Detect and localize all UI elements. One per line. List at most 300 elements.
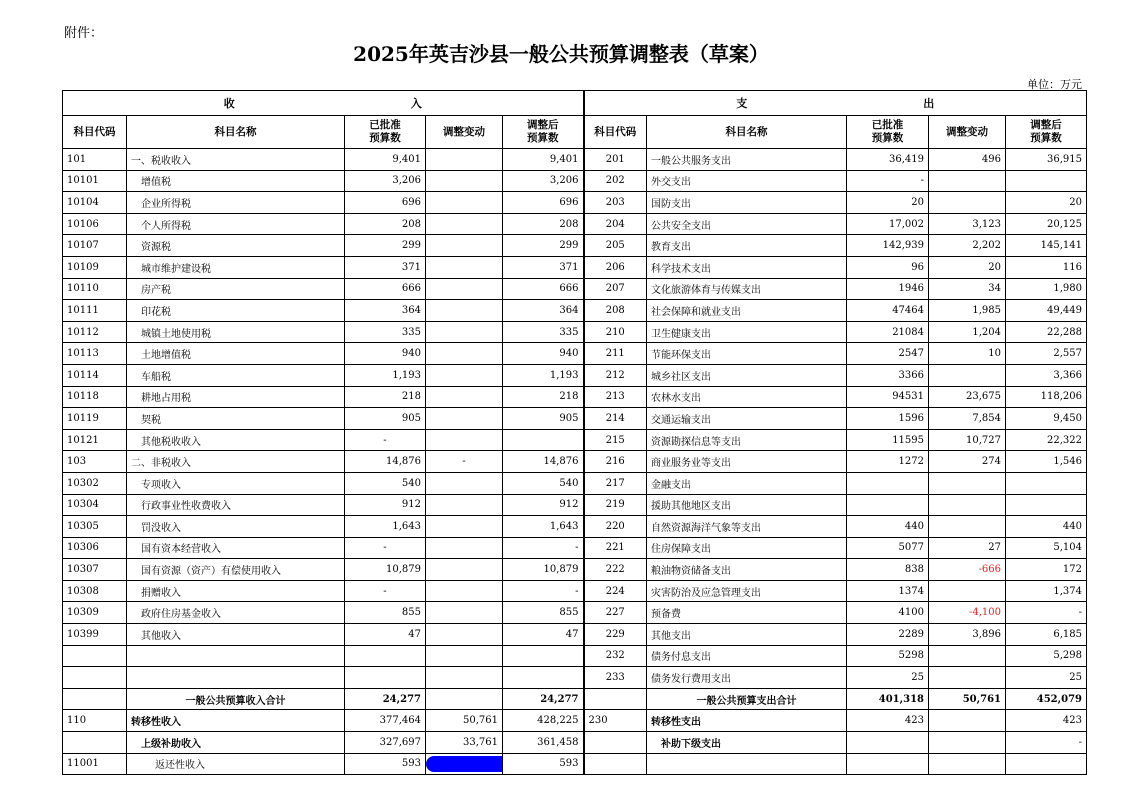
table-row — [63, 408, 1087, 430]
income-change-header: 调整变动 — [426, 116, 503, 149]
expense-name: 科学技术支出 — [647, 256, 847, 278]
income-code — [63, 667, 127, 689]
expense-adjusted: 2,557 — [1006, 343, 1087, 365]
expense-name: 交通运输支出 — [647, 408, 847, 430]
expense-name: 农林水支出 — [647, 386, 847, 408]
expense-change-header: 调整变动 — [929, 116, 1006, 149]
income-approved: 299 — [345, 235, 426, 257]
expense-approved-header: 已批准 预算数 — [847, 116, 929, 149]
expense-name: 一般公共服务支出 — [647, 149, 847, 171]
rebate-income-name: 返还性收入 — [127, 753, 345, 775]
expense-adjusted: 20 — [1006, 192, 1087, 214]
expense-total-approved: 401,318 — [847, 688, 929, 710]
rebate-income-adjusted: 593 — [503, 753, 584, 775]
rebate-expense-adjusted — [1006, 753, 1087, 775]
income-name: 城市维护建设税 — [127, 256, 345, 278]
expense-adjusted: 440 — [1006, 516, 1087, 538]
expense-change: 496 — [929, 149, 1006, 171]
income-approved — [345, 645, 426, 667]
transfer-expense-name: 转移性支出 — [647, 710, 847, 732]
income-code: 10110 — [63, 278, 127, 300]
expense-adjusted — [1006, 472, 1087, 494]
expense-adjusted-header: 调整后 预算数 — [1006, 116, 1087, 149]
table-row — [63, 256, 1087, 278]
income-approved: 335 — [345, 321, 426, 343]
table-footer — [63, 688, 1087, 774]
expense-adjusted: 145,141 — [1006, 235, 1087, 257]
expense-name: 节能环保支出 — [647, 343, 847, 365]
redaction-highlight — [426, 756, 503, 772]
income-name: 罚没收入 — [127, 516, 345, 538]
expense-code: 220 — [584, 516, 647, 538]
expense-code: 212 — [584, 364, 647, 386]
expense-approved: 440 — [847, 516, 929, 538]
table-body — [63, 149, 1087, 689]
income-change — [426, 645, 503, 667]
income-code: 10118 — [63, 386, 127, 408]
table-row — [63, 321, 1087, 343]
income-change — [426, 580, 503, 602]
income-change — [426, 170, 503, 192]
expense-change: 10 — [929, 343, 1006, 365]
income-change — [426, 624, 503, 646]
expense-approved: 142,939 — [847, 235, 929, 257]
subsidy-income-adjusted: 361,458 — [503, 732, 584, 754]
income-code: 103 — [63, 451, 127, 473]
income-name: 车船税 — [127, 364, 345, 386]
transfer-expense-approved: 423 — [847, 710, 929, 732]
income-approved: 940 — [345, 343, 426, 365]
income-total-adjusted: 24,277 — [503, 688, 584, 710]
expense-change: -4,100 — [929, 602, 1006, 624]
transfer-income-code: 110 — [63, 710, 127, 732]
expense-adjusted — [1006, 494, 1087, 516]
expense-change — [929, 472, 1006, 494]
expense-adjusted: 6,185 — [1006, 624, 1087, 646]
expense-name: 教育支出 — [647, 235, 847, 257]
income-code: 10112 — [63, 321, 127, 343]
expense-approved: 94531 — [847, 386, 929, 408]
expense-adjusted: 22,322 — [1006, 429, 1087, 451]
expense-approved: - — [847, 170, 929, 192]
expense-approved: 96 — [847, 256, 929, 278]
income-name: 印花税 — [127, 300, 345, 322]
income-code-header: 科目代码 — [63, 116, 127, 149]
income-adjusted: 540 — [503, 472, 584, 494]
income-adjusted: 1,643 — [503, 516, 584, 538]
expense-change: 34 — [929, 278, 1006, 300]
subsidy-expense-name: 补助下级支出 — [647, 732, 847, 754]
expense-adjusted: 20,125 — [1006, 213, 1087, 235]
income-name: 城镇土地使用税 — [127, 321, 345, 343]
expense-approved: 21084 — [847, 321, 929, 343]
expense-name: 债务发行费用支出 — [647, 667, 847, 689]
expense-code-header: 科目代码 — [584, 116, 647, 149]
income-section-header: 收 入 — [63, 91, 584, 116]
income-code — [63, 645, 127, 667]
income-approved-header: 已批准 预算数 — [345, 116, 426, 149]
rebate-income-change — [426, 753, 503, 775]
expense-adjusted — [1006, 170, 1087, 192]
subsidy-income-change: 33,761 — [426, 732, 503, 754]
table-row — [63, 602, 1087, 624]
income-name: 土地增值税 — [127, 343, 345, 365]
income-approved: 10,879 — [345, 559, 426, 581]
expense-name: 国防支出 — [647, 192, 847, 214]
expense-approved: 20 — [847, 192, 929, 214]
income-code: 10101 — [63, 170, 127, 192]
table-row — [63, 300, 1087, 322]
rebate-expense-approved — [847, 753, 929, 775]
income-name: 一、税收收入 — [127, 149, 345, 171]
income-adjusted — [503, 667, 584, 689]
income-change — [426, 602, 503, 624]
subsidy-income-approved: 327,697 — [345, 732, 426, 754]
expense-change: 10,727 — [929, 429, 1006, 451]
income-change — [426, 494, 503, 516]
expense-approved: 36,419 — [847, 149, 929, 171]
income-change — [426, 559, 503, 581]
expense-code: 216 — [584, 451, 647, 473]
income-name-header: 科目名称 — [127, 116, 345, 149]
income-change — [426, 256, 503, 278]
expense-approved: 1946 — [847, 278, 929, 300]
expense-name-header: 科目名称 — [647, 116, 847, 149]
income-code: 10307 — [63, 559, 127, 581]
expense-change: 27 — [929, 537, 1006, 559]
table-row — [63, 149, 1087, 171]
income-name: 个人所得税 — [127, 213, 345, 235]
income-approved: 540 — [345, 472, 426, 494]
rebate-row — [63, 753, 1087, 775]
income-adjusted — [503, 645, 584, 667]
expense-section-header: 支 出 — [584, 91, 1087, 116]
expense-adjusted: 118,206 — [1006, 386, 1087, 408]
expense-code: 227 — [584, 602, 647, 624]
income-approved: 14,876 — [345, 451, 426, 473]
income-approved: 364 — [345, 300, 426, 322]
expense-adjusted: 3,366 — [1006, 364, 1087, 386]
table-row — [63, 429, 1087, 451]
income-adjusted — [503, 429, 584, 451]
table-row — [63, 278, 1087, 300]
income-approved — [345, 667, 426, 689]
expense-approved: 5077 — [847, 537, 929, 559]
expense-change: 7,854 — [929, 408, 1006, 430]
expense-approved: 47464 — [847, 300, 929, 322]
expense-code: 208 — [584, 300, 647, 322]
transfer-income-name: 转移性收入 — [127, 710, 345, 732]
income-adjusted: 9,401 — [503, 149, 584, 171]
page-title: 2025年英吉沙县一般公共预算调整表（草案） — [353, 42, 769, 66]
expense-change — [929, 192, 1006, 214]
expense-change: 23,675 — [929, 386, 1006, 408]
expense-name: 外交支出 — [647, 170, 847, 192]
expense-code: 219 — [584, 494, 647, 516]
expense-code: 213 — [584, 386, 647, 408]
expense-approved: 838 — [847, 559, 929, 581]
subsidy-row — [63, 732, 1087, 754]
income-code: 10113 — [63, 343, 127, 365]
rebate-income-code: 11001 — [63, 753, 127, 775]
income-name: 国有资源（资产）有偿使用收入 — [127, 559, 345, 581]
expense-code: 224 — [584, 580, 647, 602]
income-change — [426, 321, 503, 343]
expense-code: 204 — [584, 213, 647, 235]
expense-name: 预备费 — [647, 602, 847, 624]
subsidy-income-name: 上级补助收入 — [127, 732, 345, 754]
transfer-expense-adjusted: 423 — [1006, 710, 1087, 732]
income-change — [426, 386, 503, 408]
income-name — [127, 667, 345, 689]
income-code: 10111 — [63, 300, 127, 322]
subsidy-expense-change — [929, 732, 1006, 754]
income-name: 资源税 — [127, 235, 345, 257]
income-name: 耕地占用税 — [127, 386, 345, 408]
expense-approved — [847, 472, 929, 494]
budget-table — [62, 90, 1087, 775]
expense-total-label: 一般公共预算支出合计 — [647, 688, 847, 710]
expense-change — [929, 494, 1006, 516]
income-name: 政府住房基金收入 — [127, 602, 345, 624]
income-adjusted: 218 — [503, 386, 584, 408]
subsidy-expense-adjusted: - — [1006, 732, 1087, 754]
rebate-expense-name — [647, 753, 847, 775]
expense-code: 233 — [584, 667, 647, 689]
income-name: 其他收入 — [127, 624, 345, 646]
expense-code: 229 — [584, 624, 647, 646]
income-approved: 1,643 — [345, 516, 426, 538]
expense-total-code — [584, 688, 647, 710]
expense-adjusted: 1,546 — [1006, 451, 1087, 473]
rebate-expense-code — [584, 753, 647, 775]
income-approved: 696 — [345, 192, 426, 214]
totals-row — [63, 688, 1087, 710]
income-adjusted: 299 — [503, 235, 584, 257]
expense-adjusted: 1,374 — [1006, 580, 1087, 602]
expense-total-adjusted: 452,079 — [1006, 688, 1087, 710]
income-code: 10107 — [63, 235, 127, 257]
expense-adjusted: 116 — [1006, 256, 1087, 278]
income-name: 国有资本经营收入 — [127, 537, 345, 559]
table-row — [63, 386, 1087, 408]
expense-name: 灾害防治及应急管理支出 — [647, 580, 847, 602]
income-name: 增值税 — [127, 170, 345, 192]
income-change — [426, 343, 503, 365]
income-adjusted-header: 调整后 预算数 — [503, 116, 584, 149]
income-adjusted: 47 — [503, 624, 584, 646]
expense-approved: 4100 — [847, 602, 929, 624]
expense-approved: 2289 — [847, 624, 929, 646]
income-adjusted: - — [503, 537, 584, 559]
income-adjusted: 364 — [503, 300, 584, 322]
expense-name: 援助其他地区支出 — [647, 494, 847, 516]
income-name: 二、非税收入 — [127, 451, 345, 473]
income-approved: 371 — [345, 256, 426, 278]
income-change: - — [426, 451, 503, 473]
income-change — [426, 300, 503, 322]
expense-adjusted: 9,450 — [1006, 408, 1087, 430]
expense-code: 215 — [584, 429, 647, 451]
expense-adjusted: 1,980 — [1006, 278, 1087, 300]
subsidy-expense-code — [584, 732, 647, 754]
attachment-label: 附件： — [64, 26, 104, 41]
expense-change — [929, 667, 1006, 689]
expense-approved — [847, 494, 929, 516]
income-approved: 218 — [345, 386, 426, 408]
income-approved: 208 — [345, 213, 426, 235]
income-code: 10119 — [63, 408, 127, 430]
expense-code: 202 — [584, 170, 647, 192]
income-adjusted: 905 — [503, 408, 584, 430]
table-row — [63, 580, 1087, 602]
transfer-expense-change — [929, 710, 1006, 732]
expense-code: 211 — [584, 343, 647, 365]
transfer-income-adjusted: 428,225 — [503, 710, 584, 732]
income-change — [426, 235, 503, 257]
rebate-income-approved: 593 — [345, 753, 426, 775]
transfer-row — [63, 710, 1087, 732]
subsidy-expense-approved — [847, 732, 929, 754]
income-name — [127, 645, 345, 667]
expense-change — [929, 645, 1006, 667]
expense-code: 214 — [584, 408, 647, 430]
expense-code: 203 — [584, 192, 647, 214]
expense-approved: 1596 — [847, 408, 929, 430]
income-code: 10121 — [63, 429, 127, 451]
expense-adjusted: 5,298 — [1006, 645, 1087, 667]
table-row — [63, 451, 1087, 473]
income-adjusted: 10,879 — [503, 559, 584, 581]
income-total-approved: 24,277 — [345, 688, 426, 710]
income-code: 10306 — [63, 537, 127, 559]
unit-label: 单位：万元 — [1027, 78, 1082, 91]
expense-adjusted: 22,288 — [1006, 321, 1087, 343]
table-row — [63, 235, 1087, 257]
table-row — [63, 624, 1087, 646]
income-adjusted: 912 — [503, 494, 584, 516]
expense-change — [929, 580, 1006, 602]
expense-approved: 2547 — [847, 343, 929, 365]
table-row — [63, 667, 1087, 689]
expense-change: -666 — [929, 559, 1006, 581]
expense-code: 206 — [584, 256, 647, 278]
expense-name: 其他支出 — [647, 624, 847, 646]
expense-change — [929, 170, 1006, 192]
rebate-expense-change — [929, 753, 1006, 775]
expense-name: 社会保障和就业支出 — [647, 300, 847, 322]
expense-adjusted: 36,915 — [1006, 149, 1087, 171]
income-approved: - — [345, 429, 426, 451]
expense-approved: 1374 — [847, 580, 929, 602]
income-adjusted: 3,206 — [503, 170, 584, 192]
expense-code: 205 — [584, 235, 647, 257]
expense-change — [929, 516, 1006, 538]
table-row — [63, 472, 1087, 494]
expense-change: 274 — [929, 451, 1006, 473]
income-code: 10104 — [63, 192, 127, 214]
expense-name: 城乡社区支出 — [647, 364, 847, 386]
income-name: 企业所得税 — [127, 192, 345, 214]
income-code: 10302 — [63, 472, 127, 494]
expense-change: 3,896 — [929, 624, 1006, 646]
expense-adjusted: 25 — [1006, 667, 1087, 689]
income-adjusted: 14,876 — [503, 451, 584, 473]
table-row — [63, 645, 1087, 667]
expense-code: 221 — [584, 537, 647, 559]
income-adjusted: 1,193 — [503, 364, 584, 386]
expense-code: 210 — [584, 321, 647, 343]
expense-approved: 17,002 — [847, 213, 929, 235]
income-name: 房产税 — [127, 278, 345, 300]
table-row — [63, 213, 1087, 235]
income-code: 10305 — [63, 516, 127, 538]
income-code: 10106 — [63, 213, 127, 235]
income-change — [426, 429, 503, 451]
expense-name: 自然资源海洋气象等支出 — [647, 516, 847, 538]
income-change — [426, 472, 503, 494]
income-adjusted: 940 — [503, 343, 584, 365]
expense-name: 资源勘探信息等支出 — [647, 429, 847, 451]
income-approved: 855 — [345, 602, 426, 624]
income-approved: 9,401 — [345, 149, 426, 171]
income-adjusted: 208 — [503, 213, 584, 235]
income-adjusted: - — [503, 580, 584, 602]
income-approved: 1,193 — [345, 364, 426, 386]
income-approved: 3,206 — [345, 170, 426, 192]
income-approved: 905 — [345, 408, 426, 430]
income-change — [426, 537, 503, 559]
header-row-sections — [63, 91, 1087, 116]
expense-change: 1,985 — [929, 300, 1006, 322]
income-code: 10399 — [63, 624, 127, 646]
income-code: 101 — [63, 149, 127, 171]
expense-approved: 11595 — [847, 429, 929, 451]
income-code: 10308 — [63, 580, 127, 602]
transfer-income-change: 50,761 — [426, 710, 503, 732]
income-total-label: 一般公共预算收入合计 — [127, 688, 345, 710]
income-name: 行政事业性收费收入 — [127, 494, 345, 516]
expense-total-change: 50,761 — [929, 688, 1006, 710]
income-name: 专项收入 — [127, 472, 345, 494]
income-change — [426, 278, 503, 300]
income-change — [426, 516, 503, 538]
income-change — [426, 364, 503, 386]
expense-name: 公共安全支出 — [647, 213, 847, 235]
income-approved: 912 — [345, 494, 426, 516]
expense-name: 债务付息支出 — [647, 645, 847, 667]
expense-code: 222 — [584, 559, 647, 581]
income-change — [426, 667, 503, 689]
expense-adjusted: 5,104 — [1006, 537, 1087, 559]
income-adjusted: 666 — [503, 278, 584, 300]
income-adjusted: 371 — [503, 256, 584, 278]
expense-name: 卫生健康支出 — [647, 321, 847, 343]
expense-change: 3,123 — [929, 213, 1006, 235]
expense-code: 201 — [584, 149, 647, 171]
expense-approved: 5298 — [847, 645, 929, 667]
income-change — [426, 149, 503, 171]
table-row — [63, 364, 1087, 386]
expense-change: 2,202 — [929, 235, 1006, 257]
expense-adjusted: - — [1006, 602, 1087, 624]
table-row — [63, 494, 1087, 516]
table-row — [63, 343, 1087, 365]
income-total-change — [426, 688, 503, 710]
income-code: 10309 — [63, 602, 127, 624]
expense-code: 207 — [584, 278, 647, 300]
income-change — [426, 408, 503, 430]
